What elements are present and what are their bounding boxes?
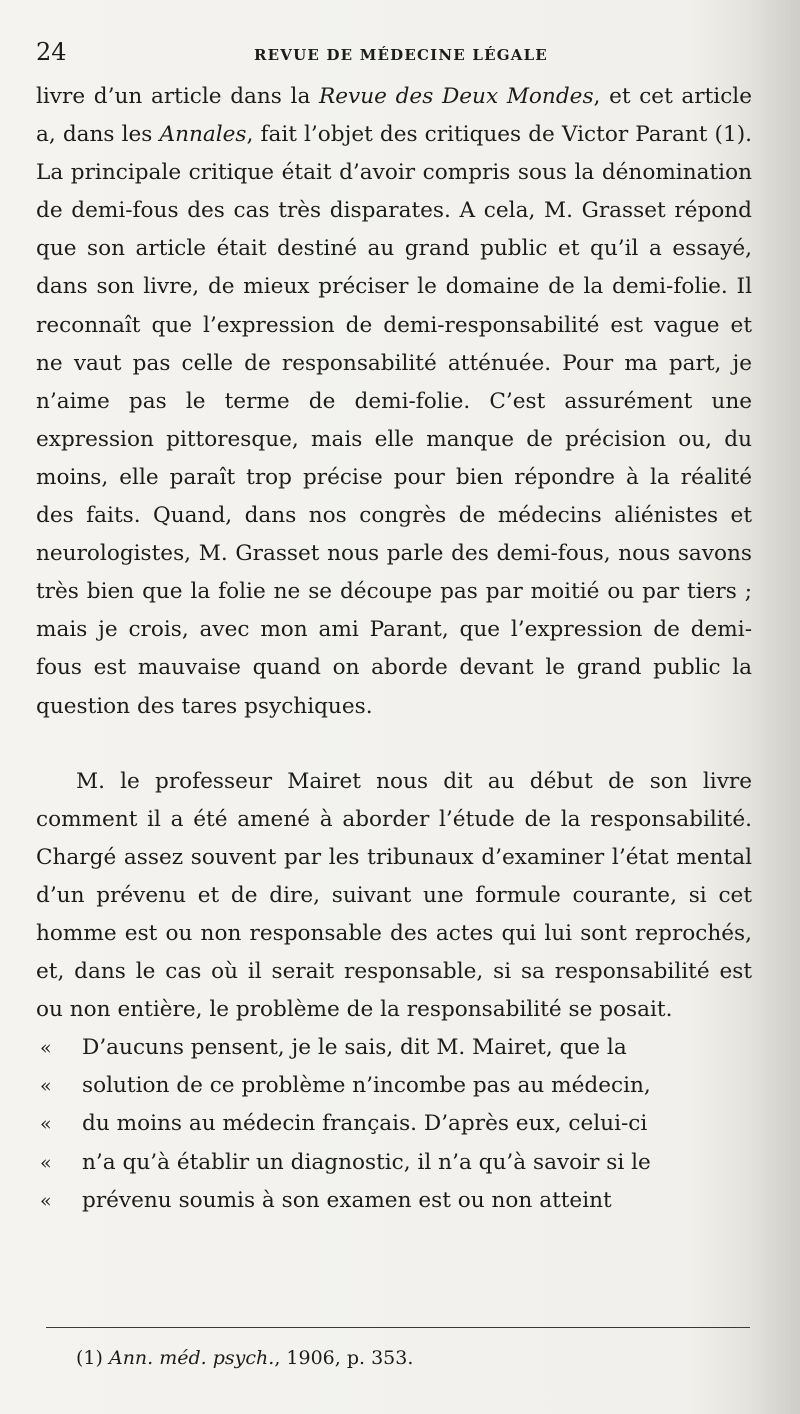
quote-line-2-text: solution de ce problème n’incombe pas au médecin,: [82, 1073, 651, 1099]
footnote-rule: [46, 1327, 750, 1328]
journal-title: Revue des Deux Mondes: [319, 84, 594, 109]
running-title: REVUE DE MÉDECINE LÉGALE: [254, 46, 548, 64]
quote-mark: «: [40, 1037, 52, 1060]
quote-line-4-text: n’a qu’à établir un diagnostic, il n’a qu’à savoir si le: [82, 1149, 651, 1175]
quote-line-5-text: prévenu soumis à son examen est ou non atteint: [82, 1187, 612, 1213]
footnote: [76, 1347, 413, 1369]
paragraph-1-part-2: , et cet article a, dans les: [36, 84, 752, 148]
quote-line-3-text: du moins au médecin français. D’après eux, celui-ci: [82, 1111, 648, 1137]
quote-line-1: [36, 1029, 752, 1067]
footnote-details: , 1906, p. 353.: [274, 1347, 414, 1369]
paragraph-2: M. le professeur Mairet nous dit au début de son livre comment il a été amené à aborder l’étude de la responsabilité. Chargé assez souvent par les tribunaux d’examiner l’état mental d’un prévenu et de dire, suivant une formule courante, si cet homme est ou non responsable des actes qui lui sont reprochés, et, dans le cas où il serait responsable, si sa responsabilité est ou non entière, le problème de la responsabilité se posait.: [36, 768, 752, 1023]
quote-line-5: [36, 1182, 752, 1220]
page-number: 24: [36, 38, 67, 66]
running-head: [36, 38, 756, 72]
quote-line-2: [36, 1067, 752, 1105]
quote-line-3: [36, 1105, 752, 1143]
quote-mark: «: [40, 1113, 52, 1136]
footnote-number: (1): [76, 1347, 103, 1369]
quote-mark: «: [40, 1189, 52, 1212]
quote-line-1-text: D’aucuns pensent, je le sais, dit M. Mairet, que la: [82, 1035, 627, 1061]
paragraph-1-part-1: livre d’un article dans la: [36, 84, 320, 109]
paragraph-1-part-3: , fait l’objet des critiques de Victor Parant (1). La principale critique était d’avoir compris sous la dénomination de demi-fous des cas très disparates. A cela, M. Grasset répond que son article était destiné au grand public et qu’il a essayé, dans son livre, de mieux préciser le domaine de la demi-folie. Il reconnaît que l’expression de demi-responsabilité est vague et ne vaut pas celle de responsabilité atténuée. Pour ma part, je n’aime pas le terme de demi-folie. C’est assurément une expression pittoresque, mais elle manque de précision ou, du moins, elle paraît trop précise pour bien répondre à la réalité des faits. Quand, dans nos congrès de médecins aliénistes et neurologistes, M. Grasset nous parle des demi-fous, nous savons très bien que la folie ne se découpe pas par moitié ou par tiers ; mais je crois, avec mon ami Parant, que l’expression de demi-fous est mauvaise quand on aborde devant le grand public la question des tares psychiques.: [36, 122, 752, 719]
quote-line-4: [36, 1144, 752, 1182]
quote-mark: «: [40, 1075, 52, 1098]
paragraph-1: [36, 78, 752, 726]
annales-title: Annales: [159, 122, 247, 148]
body-text: [36, 78, 752, 1220]
quote-mark: «: [40, 1151, 52, 1174]
paragraph-gap: [36, 726, 752, 763]
footnote-journal: Ann. méd. psych.: [108, 1347, 275, 1369]
